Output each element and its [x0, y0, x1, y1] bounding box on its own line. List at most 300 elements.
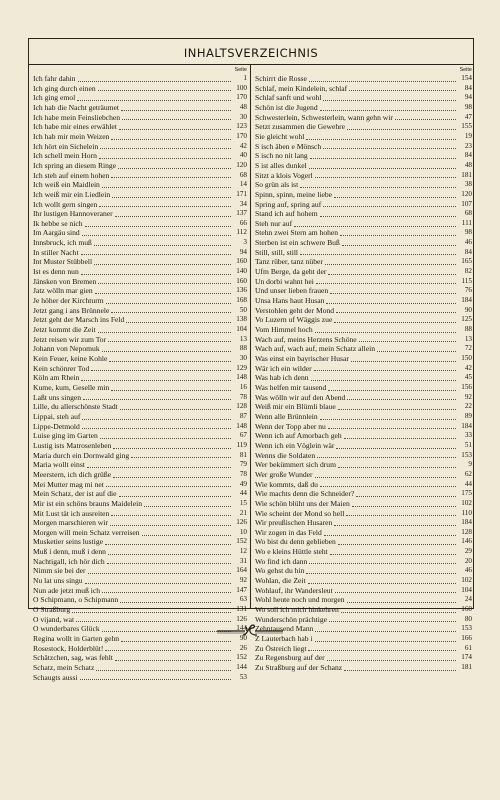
leader-dots	[314, 370, 456, 371]
leader-dots	[328, 390, 456, 391]
entry-title: O vijand, wat	[33, 614, 75, 624]
entry-page-number: 165	[461, 257, 472, 266]
index-list-right	[251, 74, 475, 673]
entry-page-number: 153	[461, 450, 472, 459]
entry-page-number: 170	[236, 131, 247, 140]
leader-dots	[346, 515, 456, 516]
entry-page-number: 155	[461, 122, 472, 131]
column-header-right	[251, 65, 475, 74]
index-entry	[251, 644, 475, 654]
entry-title: Mit Lust tät ich ausreiten	[33, 508, 110, 518]
leader-dots	[341, 612, 456, 613]
entry-title: Wohlan, die Zeit	[255, 576, 306, 586]
entry-title: Lippe-Detmold	[33, 421, 80, 431]
entry-page-number: 152	[236, 537, 247, 546]
entry-page-number: 128	[236, 402, 247, 411]
entry-page-number: 49	[239, 479, 247, 488]
leader-dots	[109, 361, 231, 362]
leader-dots	[95, 293, 231, 294]
entry-title: Ich spring an diesem Ringe	[33, 160, 117, 170]
entry-title: Ich hab die Nacht geträumet	[33, 102, 120, 112]
entry-page-number: 104	[461, 585, 472, 594]
index-entry	[29, 393, 250, 403]
index-entry	[251, 142, 475, 152]
leader-dots	[142, 535, 231, 536]
leader-dots	[111, 390, 231, 391]
entry-page-number: 12	[239, 547, 247, 556]
entry-page-number: 102	[461, 498, 472, 507]
entry-page-number: 144	[236, 663, 247, 672]
entry-page-number: 126	[236, 614, 247, 623]
leader-dots	[111, 177, 231, 178]
entry-page-number: 129	[236, 363, 247, 372]
entry-page-number: 88	[239, 344, 247, 353]
entry-page-number: 92	[239, 576, 247, 585]
page-label: Seite	[459, 67, 472, 73]
entry-page-number: 131	[236, 605, 247, 614]
index-entry	[251, 335, 475, 345]
entry-title: Schlaf sanft und wohl	[255, 93, 322, 103]
index-entry	[251, 393, 475, 403]
leader-dots	[77, 100, 231, 101]
index-entry	[251, 238, 475, 248]
entry-page-number: 14	[239, 180, 247, 189]
leader-dots	[338, 544, 456, 545]
leader-dots	[100, 148, 231, 149]
leader-dots	[309, 168, 456, 169]
entry-title: Ich steh auf einem hohen	[33, 170, 110, 180]
entry-title: Ich weiß ein Maidlein	[33, 180, 100, 190]
entry-title: O Schipmann, o Schipmann	[33, 595, 119, 605]
leader-dots	[320, 419, 456, 420]
entry-title: Ich schell mein Horn	[33, 151, 97, 161]
entry-title: Wenns die Soldaten	[255, 450, 316, 460]
entry-page-number: 31	[239, 556, 247, 565]
entry-title: So grün als ist	[255, 180, 299, 190]
leader-dots	[334, 322, 456, 323]
leader-dots	[85, 226, 231, 227]
leader-dots	[82, 419, 231, 420]
leader-dots	[309, 563, 456, 564]
entry-title: Zu Straßburg auf der Schanz	[255, 663, 343, 673]
leader-dots	[91, 370, 231, 371]
entry-page-number: 63	[239, 595, 247, 604]
leader-dots	[94, 245, 231, 246]
entry-page-number: 62	[464, 469, 472, 478]
entry-title: Je höher der Kirchturm	[33, 296, 104, 306]
entry-title: Regina wollt in Garten gehn	[33, 634, 120, 644]
leader-dots	[111, 515, 231, 516]
entry-page-number: 98	[464, 102, 472, 111]
index-entry	[251, 364, 475, 374]
index-entry	[251, 383, 475, 393]
leader-dots	[105, 544, 231, 545]
entry-title: Wenn ich auf Amorbach geh	[255, 431, 342, 441]
index-entry	[29, 547, 250, 557]
leader-dots	[344, 438, 456, 439]
entry-page-number: 46	[464, 566, 472, 575]
leader-dots	[324, 535, 456, 536]
entry-title: Nimm sie bei der	[33, 566, 86, 576]
leader-dots	[347, 129, 456, 130]
entry-title: Mein Schatz, der ist auf die	[33, 489, 117, 499]
entry-page-number: 80	[464, 614, 472, 623]
entry-page-number: 24	[464, 595, 472, 604]
leader-dots	[320, 486, 456, 487]
entry-title: Ich habe mir eines erwählet	[33, 122, 117, 132]
index-entry	[251, 219, 475, 229]
entry-page-number: 20	[464, 556, 472, 565]
index-entry	[29, 74, 250, 84]
index-entry	[29, 296, 250, 306]
index-entry	[29, 171, 250, 181]
leader-dots	[106, 303, 231, 304]
entry-page-number: 38	[464, 180, 472, 189]
entry-title: Mei Mutter mag mi net	[33, 479, 104, 489]
entry-title: Köln am Rhein	[33, 373, 80, 383]
entry-title: Und unser lieben frauen	[255, 286, 329, 296]
index-entry	[251, 229, 475, 239]
leader-dots	[300, 187, 456, 188]
leader-dots	[320, 216, 456, 217]
index-entry	[29, 248, 250, 258]
leader-dots	[294, 226, 456, 227]
entry-page-number: 160	[461, 605, 472, 614]
entry-title: Wir preußischen Husaren	[255, 518, 333, 528]
entry-title: Wo bist du denn geblieben	[255, 537, 336, 547]
entry-page-number: 46	[464, 238, 472, 247]
entry-title: Ist es denn nun	[33, 267, 79, 277]
entry-title: Ich ging durch einen	[33, 83, 96, 93]
page-label: Seite	[234, 67, 247, 73]
index-entry	[29, 180, 250, 190]
index-entry	[29, 431, 250, 441]
entry-page-number: 148	[236, 373, 247, 382]
index-entry	[251, 344, 475, 354]
entry-page-number: 104	[236, 325, 247, 334]
leader-dots	[330, 554, 456, 555]
leader-dots	[144, 506, 231, 507]
entry-page-number: 1	[243, 74, 247, 82]
entry-title: Wenn alle Brünnlein	[255, 411, 318, 421]
entry-title: Int Muster Stübbell	[33, 257, 93, 267]
leader-dots	[330, 293, 456, 294]
entry-page-number: 123	[236, 122, 247, 131]
entry-title: Vo Luzern uf Wäggis zue	[255, 315, 333, 325]
index-entry	[29, 84, 250, 94]
index-entry	[251, 605, 475, 615]
index-entry	[29, 538, 250, 548]
entry-page-number: 94	[239, 247, 247, 256]
leader-dots	[326, 303, 456, 304]
index-entry	[29, 566, 250, 576]
leader-dots	[347, 602, 456, 603]
entry-title: Wie schön blüht uns der Maien	[255, 498, 350, 508]
entry-page-number: 171	[236, 189, 247, 198]
index-entry	[251, 315, 475, 325]
leader-dots	[309, 81, 456, 82]
entry-title: Ich ging emol	[33, 93, 76, 103]
index-entry	[251, 518, 475, 528]
entry-page-number: 13	[464, 334, 472, 343]
column-header-left	[29, 65, 250, 74]
leader-dots	[306, 139, 456, 140]
index-entry	[29, 586, 250, 596]
entry-page-number: 78	[239, 469, 247, 478]
leader-dots	[395, 119, 456, 120]
leader-dots	[311, 380, 456, 381]
index-entry	[251, 480, 475, 490]
index-entry	[29, 451, 250, 461]
entry-title: Muß i denn, muß i denn	[33, 547, 106, 557]
leader-dots	[320, 110, 456, 111]
index-entry	[251, 422, 475, 432]
leader-dots	[81, 274, 231, 275]
leader-dots	[100, 438, 231, 439]
entry-title: Still, still, still	[255, 247, 299, 257]
leader-dots	[317, 457, 456, 458]
leader-dots	[120, 409, 231, 410]
entry-page-number: 23	[464, 141, 472, 150]
leader-dots	[113, 448, 231, 449]
index-entry	[29, 595, 250, 605]
entry-title: Wo gehst du hin	[255, 566, 305, 576]
entry-title: Unsa Hans haut Husan	[255, 296, 325, 306]
decorative-flourish-icon	[215, 622, 285, 638]
leader-dots	[98, 283, 231, 284]
entry-title: Setzt zusammen die Gewehre	[255, 122, 346, 132]
entry-title: Schaugts aussi	[33, 672, 78, 682]
index-entry	[251, 470, 475, 480]
entry-page-number: 68	[464, 209, 472, 218]
entry-page-number: 44	[239, 489, 247, 498]
index-entry	[29, 161, 250, 171]
entry-title: Schwesterlein, Schwesterlein, wann gehn wir	[255, 112, 393, 122]
index-entry	[29, 142, 250, 152]
entry-page-number: 22	[464, 402, 472, 411]
leader-dots	[102, 187, 231, 188]
leader-dots	[110, 525, 231, 526]
entry-page-number: 30	[239, 354, 247, 363]
leader-dots	[120, 602, 231, 603]
entry-page-number: 138	[236, 315, 247, 324]
index-entry	[251, 576, 475, 586]
leader-dots	[98, 332, 231, 333]
leader-dots	[306, 573, 456, 574]
entry-title: Lille, du allerschönste Stadt	[33, 402, 118, 412]
index-entry	[29, 257, 250, 267]
entry-title: Lustig ists Matrosenleben	[33, 440, 112, 450]
entry-page-number: 78	[239, 392, 247, 401]
leader-dots	[102, 631, 231, 632]
leader-dots	[102, 592, 231, 593]
entry-page-number: 47	[464, 112, 472, 121]
entry-title: Innsbruck, ich muß	[33, 238, 92, 248]
entry-title: Schatz, mein Schatz	[33, 663, 95, 673]
leader-dots	[80, 679, 231, 680]
index-entry	[251, 431, 475, 441]
entry-page-number: 30	[239, 112, 247, 121]
index-entry	[29, 219, 250, 229]
index-entry	[29, 470, 250, 480]
leader-dots	[81, 254, 231, 255]
entry-page-number: 44	[464, 479, 472, 488]
entry-title: Verstohlen geht der Mond	[255, 305, 335, 315]
entry-title: Was einst ein bayrischer Husar	[255, 354, 349, 364]
leader-dots	[347, 399, 456, 400]
entry-page-number: 115	[461, 276, 472, 285]
entry-title: Jetzt kommt die Zeit	[33, 325, 96, 335]
entry-page-number: 72	[464, 344, 472, 353]
index-entry	[251, 171, 475, 181]
entry-title: Ich habe mein Feinsliebchen	[33, 112, 121, 122]
entry-title: Schlaf, mein Kindelein, schlaf	[255, 83, 348, 93]
leader-dots	[108, 554, 231, 555]
entry-title: Jänsken von Bremen	[33, 276, 97, 286]
index-entry	[29, 315, 250, 325]
leader-dots	[315, 332, 456, 333]
index-entry	[251, 412, 475, 422]
leader-dots	[108, 341, 231, 342]
entry-page-number: 42	[464, 363, 472, 372]
entry-page-number: 50	[239, 305, 247, 314]
index-entry	[29, 364, 250, 374]
entry-title: O Straßburg	[33, 605, 71, 615]
page-title: INHALTSVERZEICHNIS	[183, 46, 319, 60]
index-entry	[251, 306, 475, 316]
leader-dots	[300, 254, 456, 255]
index-entry	[251, 547, 475, 557]
entry-page-number: 140	[236, 267, 247, 276]
entry-title: Nun ade jetzt muß ich	[33, 585, 101, 595]
entry-page-number: 126	[236, 518, 247, 527]
entry-title: Wer große Wunder	[255, 469, 313, 479]
entry-page-number: 184	[461, 518, 472, 527]
entry-title: Wie scheint der Mond so hell	[255, 508, 345, 518]
leader-dots	[119, 496, 231, 497]
entry-page-number: 92	[464, 392, 472, 401]
index-entry	[251, 209, 475, 219]
entry-title: S isch no nit lang	[255, 151, 308, 161]
leader-dots	[76, 621, 231, 622]
leader-dots	[99, 206, 231, 207]
entry-title: Wo e kleins Hüttle steht	[255, 547, 328, 557]
entry-page-number: 84	[464, 83, 472, 92]
entry-page-number: 181	[461, 663, 472, 672]
leader-dots	[325, 264, 456, 265]
entry-page-number: 144	[236, 624, 247, 633]
index-entry	[29, 663, 250, 673]
leader-dots	[118, 168, 231, 169]
index-entry	[29, 480, 250, 490]
leader-dots	[115, 216, 231, 217]
leader-dots	[323, 206, 456, 207]
index-entry	[29, 518, 250, 528]
leader-dots	[78, 81, 231, 82]
leader-dots	[85, 583, 231, 584]
entry-title: S ist alles dunkel	[255, 160, 307, 170]
entry-page-number: 16	[239, 383, 247, 391]
leader-dots	[98, 90, 231, 91]
index-entry	[29, 306, 250, 316]
entry-page-number: 137	[236, 209, 247, 218]
entry-title: Was hab ich denn	[255, 373, 309, 383]
entry-page-number: 51	[464, 440, 472, 449]
index-entry	[29, 103, 250, 113]
entry-title: Wo find ich dann	[255, 556, 308, 566]
leader-dots	[328, 274, 456, 275]
leader-dots	[82, 428, 231, 429]
leader-dots	[102, 351, 231, 352]
entry-title: Johann von Nepomuk	[33, 344, 100, 354]
leader-dots	[112, 197, 231, 198]
leader-dots	[88, 573, 231, 574]
index-entry	[251, 161, 475, 171]
entry-title: Wohlauf, ihr Wandersleut	[255, 585, 333, 595]
entry-page-number: 3	[243, 238, 247, 247]
entry-page-number: 61	[464, 643, 472, 652]
entry-page-number: 152	[236, 653, 247, 662]
leader-dots	[323, 100, 456, 101]
leader-dots	[83, 399, 231, 400]
entry-title: Schön ist die Jugend	[255, 102, 318, 112]
entry-title: Ich weiß mir ein Liedlein	[33, 189, 111, 199]
index-entry	[29, 277, 250, 287]
leader-dots	[329, 621, 456, 622]
index-entry	[251, 180, 475, 190]
entry-page-number: 81	[239, 450, 247, 459]
entry-page-number: 147	[236, 585, 247, 594]
entry-page-number: 184	[461, 296, 472, 305]
leader-dots	[94, 264, 231, 265]
leader-dots	[356, 496, 456, 497]
leader-dots	[106, 486, 231, 487]
entry-title: S isch äben e Mönsch	[255, 141, 322, 151]
entry-title: Wenn ich ein Vöglein wär	[255, 440, 335, 450]
leader-dots	[99, 158, 231, 159]
index-entry	[29, 509, 250, 519]
leader-dots	[126, 322, 231, 323]
entry-page-number: 110	[461, 508, 472, 517]
entry-page-number: 84	[464, 151, 472, 160]
entry-title: Maria durch ein Dornwald ging	[33, 450, 130, 460]
entry-page-number: 100	[236, 83, 247, 92]
entry-title: Wer bekümmert sich drum	[255, 460, 336, 470]
entry-page-number: 79	[239, 460, 247, 469]
leader-dots	[316, 283, 456, 284]
index-entry	[29, 229, 250, 239]
entry-page-number: 156	[461, 383, 472, 391]
leader-dots	[328, 428, 456, 429]
entry-page-number: 94	[464, 93, 472, 102]
leader-dots	[121, 641, 231, 642]
index-entry	[251, 103, 475, 113]
index-entry	[251, 325, 475, 335]
entry-page-number: 184	[461, 421, 472, 430]
entry-page-number: 102	[461, 576, 472, 585]
entry-title: Stehn zwei Stern am hohen	[255, 228, 339, 238]
index-column-right	[251, 65, 475, 673]
entry-page-number: 84	[464, 247, 472, 256]
leader-dots	[111, 312, 231, 313]
index-entry	[251, 277, 475, 287]
leader-dots	[308, 583, 456, 584]
entry-page-number: 29	[464, 547, 472, 556]
leader-dots	[315, 477, 456, 478]
entry-title: Ich hört ein Sichelein	[33, 141, 99, 151]
leader-dots	[105, 650, 231, 651]
index-entry	[251, 460, 475, 470]
